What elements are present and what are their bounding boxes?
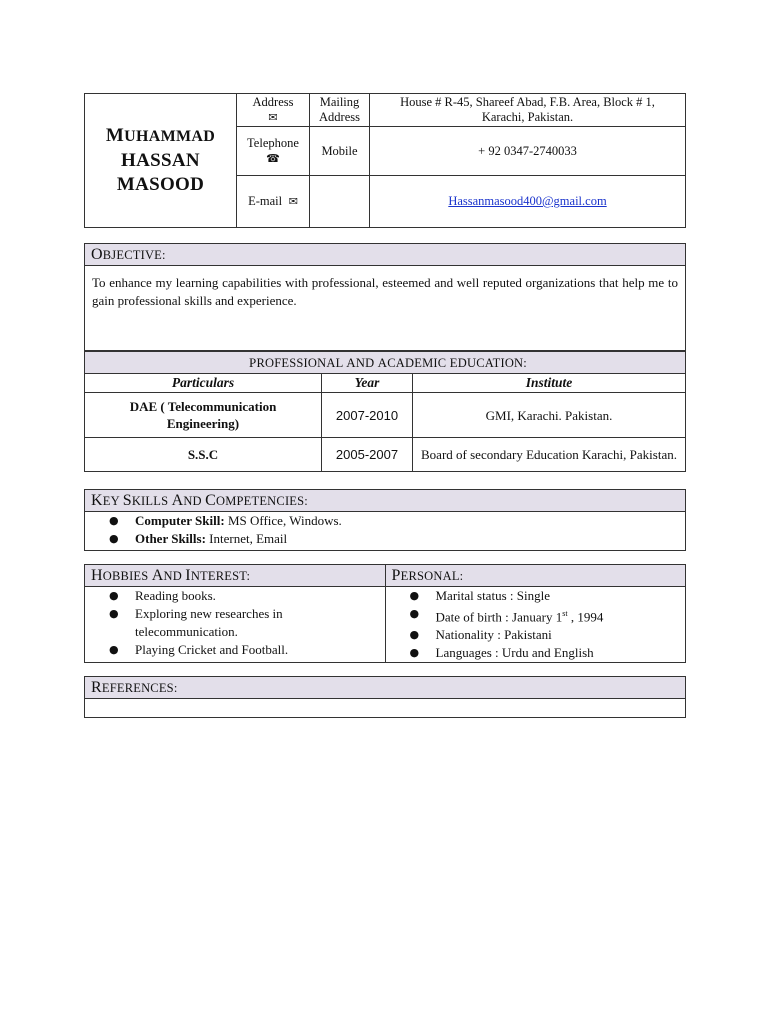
telephone-label: Telephone xyxy=(247,136,299,150)
list-item: ● Exploring new researches in telecommunication. xyxy=(109,606,283,639)
skills-list xyxy=(85,512,685,548)
list-item: ● Playing Cricket and Football. xyxy=(109,642,289,657)
hobbies-title: HOBBIES AND INTEREST: xyxy=(85,565,386,587)
table-row xyxy=(85,438,686,472)
references-section xyxy=(84,676,686,718)
address-line-1: House # R-45, Shareef Abad, F.B. Area, Block # 1, xyxy=(400,95,655,109)
skills-title: KEY SKILLS AND COMPETENCIES: xyxy=(85,490,686,512)
institute-cell: Board of secondary Education Karachi, Pakistan. xyxy=(413,438,686,472)
particulars-cell: DAE ( Telecommunication Engineering) xyxy=(85,393,322,438)
candidate-name xyxy=(85,94,237,228)
telephone-icon: ☎ xyxy=(266,152,280,165)
contact-header-table xyxy=(84,93,686,228)
particulars-cell: S.S.C xyxy=(85,438,322,472)
envelope-icon: ✉ xyxy=(285,195,298,208)
objective-title: OBJECTIVE: xyxy=(85,244,686,266)
column-header-institute: Institute xyxy=(413,374,686,393)
telephone-label-cell xyxy=(237,127,310,176)
address-value xyxy=(370,94,686,127)
hobbies-personal-section xyxy=(84,564,686,663)
list-item: ● Languages : Urdu and English xyxy=(409,645,594,661)
personal-list xyxy=(386,587,686,662)
year-cell: 2005-2007 xyxy=(322,438,413,472)
hobbies-list xyxy=(85,587,385,659)
year-cell: 2007-2010 xyxy=(322,393,413,438)
email-label-cell xyxy=(237,176,310,228)
column-header-particulars: Particulars xyxy=(85,374,322,393)
list-item: ● Marital status : Single xyxy=(409,588,550,603)
mobile-label: Mobile xyxy=(310,127,370,176)
name-line-2: HASSAN xyxy=(121,150,200,171)
objective-section xyxy=(84,243,686,351)
email-label: E-mail xyxy=(248,194,283,208)
address-line-2: Karachi, Pakistan. xyxy=(481,110,574,124)
name-line-1: MUHAMMAD xyxy=(105,125,216,146)
table-row xyxy=(85,393,686,438)
references-body xyxy=(85,699,686,718)
personal-list-cell xyxy=(385,587,686,663)
references-title: REFERENCES: xyxy=(85,677,686,699)
mobile-value: + 92 0347-2740033 xyxy=(370,127,686,176)
address-label: Address xyxy=(252,95,294,109)
email-link[interactable]: Hassanmasood400@gmail.com xyxy=(448,194,607,208)
hobbies-list-cell xyxy=(85,587,386,663)
mailing-address-label: Mailing Address xyxy=(310,94,370,127)
email-value-cell xyxy=(370,176,686,228)
education-title: PROFESSIONAL AND ACADEMIC EDUCATION: xyxy=(85,352,686,374)
personal-title: PERSONAL: xyxy=(385,565,686,587)
list-item: ● Reading books. xyxy=(109,588,216,603)
mailbox-icon: ✉ xyxy=(268,111,278,124)
list-item: ● Computer Skill: MS Office, Windows. xyxy=(109,513,342,528)
empty-cell xyxy=(310,176,370,228)
objective-text: To enhance my learning capabilities with professional, esteemed and well reputed organizations that help me to gain professional skills and experience. xyxy=(85,266,686,351)
institute-cell: GMI, Karachi. Pakistan. xyxy=(413,393,686,438)
list-item: ● Date of birth : January 1st , 1994 xyxy=(409,607,604,625)
education-section xyxy=(84,351,686,472)
name-line-3: MASOOD xyxy=(116,174,205,195)
address-label-cell xyxy=(237,94,310,127)
list-item: ● Nationality : Pakistani xyxy=(409,627,552,643)
skills-list-cell xyxy=(85,512,686,551)
column-header-year: Year xyxy=(322,374,413,393)
skills-section xyxy=(84,489,686,551)
list-item: ● Other Skills: Internet, Email xyxy=(109,531,288,546)
